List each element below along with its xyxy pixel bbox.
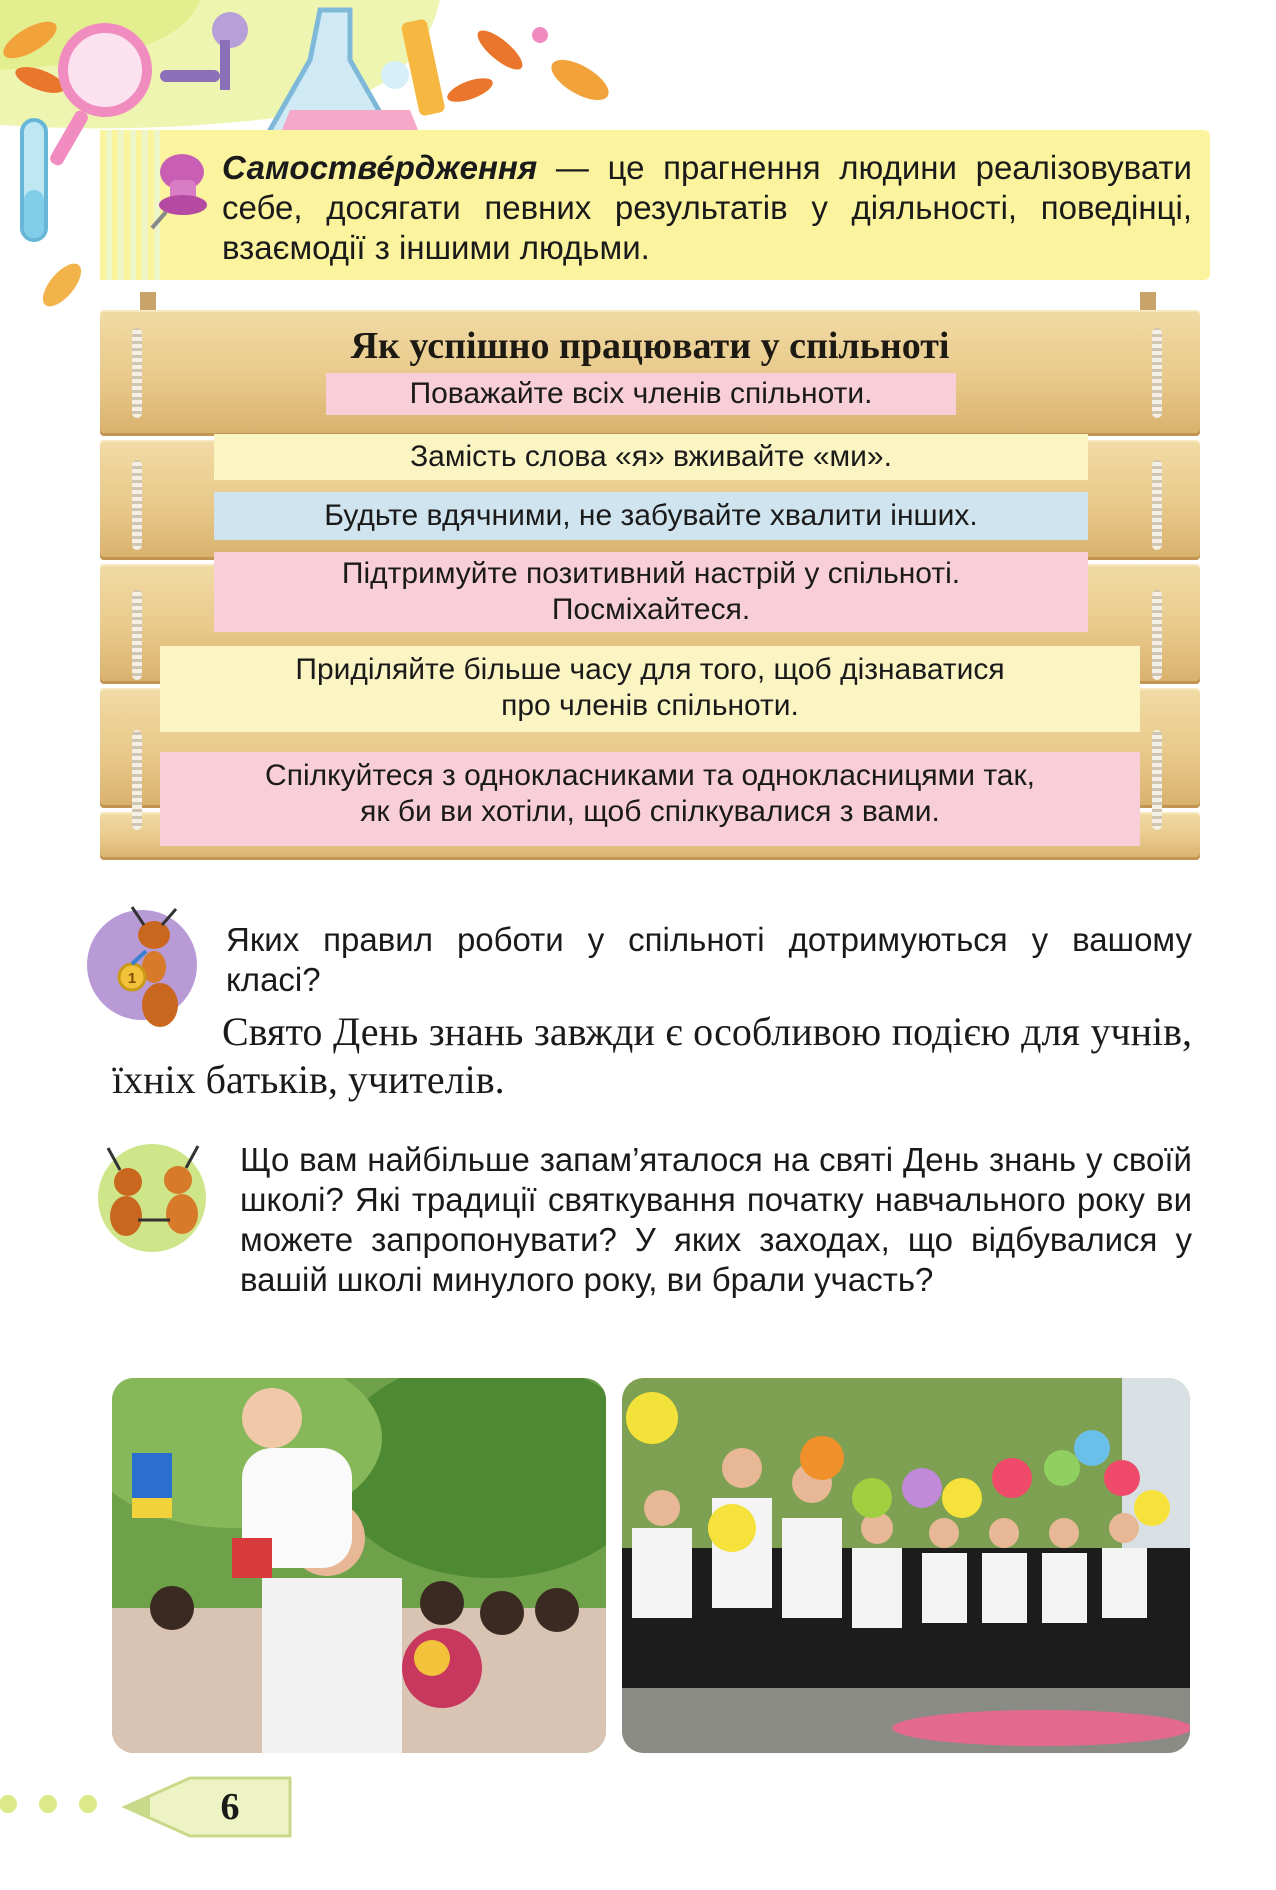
rule-5-line-1: Приділяйте більше часу для того, щоб дізнаватися bbox=[295, 653, 1005, 686]
rule-6-line-2: як би ви хотіли, щоб спілкувалися з вами. bbox=[360, 795, 940, 828]
medal-number: 1 bbox=[127, 970, 137, 987]
rule-1 bbox=[326, 373, 956, 415]
question-1-text: Яких правил роботи у спільноті дотримуються у вашому класі? bbox=[226, 921, 1192, 998]
definition-text bbox=[222, 148, 1192, 268]
definition-body: — це прагнення людини реалізовувати себе, досягати певних результатів у діяльності, поведінці, взаємодії з іншими людьми. bbox=[222, 149, 1192, 266]
test-tube-icon bbox=[22, 120, 46, 240]
definition-box bbox=[150, 130, 1210, 280]
rope bbox=[1152, 730, 1162, 830]
pushpin-icon bbox=[148, 150, 210, 230]
rule-4 bbox=[214, 552, 1088, 632]
rule-5 bbox=[160, 646, 1140, 732]
question-2-text: Що вам найбільше запам’яталося на святі День знань у своїй школі? Які традиції святкування початку навчального року ви можете запропонувати? У яких заходах, що відбувалися у вашій школі минулого року, ви брали участь? bbox=[240, 1141, 1192, 1298]
rule-4-line-1: Підтримуйте позитивний настрій у спільноті. bbox=[341, 557, 961, 590]
rules-board bbox=[100, 300, 1200, 860]
rope bbox=[132, 730, 142, 830]
ants-pair-icon bbox=[86, 1140, 216, 1260]
rule-2 bbox=[214, 434, 1088, 480]
page-number: 6 bbox=[220, 1786, 240, 1828]
rule-3 bbox=[214, 492, 1088, 540]
rule-1-text: Поважайте всіх членів спільноти. bbox=[409, 377, 873, 410]
rule-2-text: Замість слова «я» вживайте «ми». bbox=[410, 440, 892, 473]
rule-5-line-2: про членів спільноти. bbox=[501, 689, 799, 722]
leaves-icon bbox=[444, 24, 614, 108]
photo-school-assembly bbox=[622, 1378, 1190, 1753]
rule-3-text: Будьте вдячними, не забувайте хвалити інших. bbox=[324, 499, 978, 532]
rope bbox=[132, 460, 142, 550]
paragraph-knowledge-day: Свято День знань завжди є особливою подією для учнів, їхніх батьків, учителів. bbox=[112, 1009, 1192, 1102]
rope bbox=[1152, 460, 1162, 550]
rule-6 bbox=[160, 752, 1140, 846]
rope bbox=[1152, 590, 1162, 680]
rule-4-line-2: Посміхайтеся. bbox=[551, 593, 751, 626]
board-title: Як успішно працювати у спільноті bbox=[350, 325, 950, 367]
rope bbox=[132, 590, 142, 680]
board-post bbox=[1140, 292, 1156, 312]
photo-knowledge-day-celebration bbox=[112, 1378, 606, 1753]
definition-term: Самостве́рдження bbox=[222, 149, 538, 186]
rule-6-line-1: Спілкуйтеся з однокласниками та однокласницями так, bbox=[265, 759, 1035, 792]
board-post bbox=[140, 292, 156, 312]
leaf-icon bbox=[36, 257, 88, 312]
pencil-icon bbox=[401, 18, 446, 116]
